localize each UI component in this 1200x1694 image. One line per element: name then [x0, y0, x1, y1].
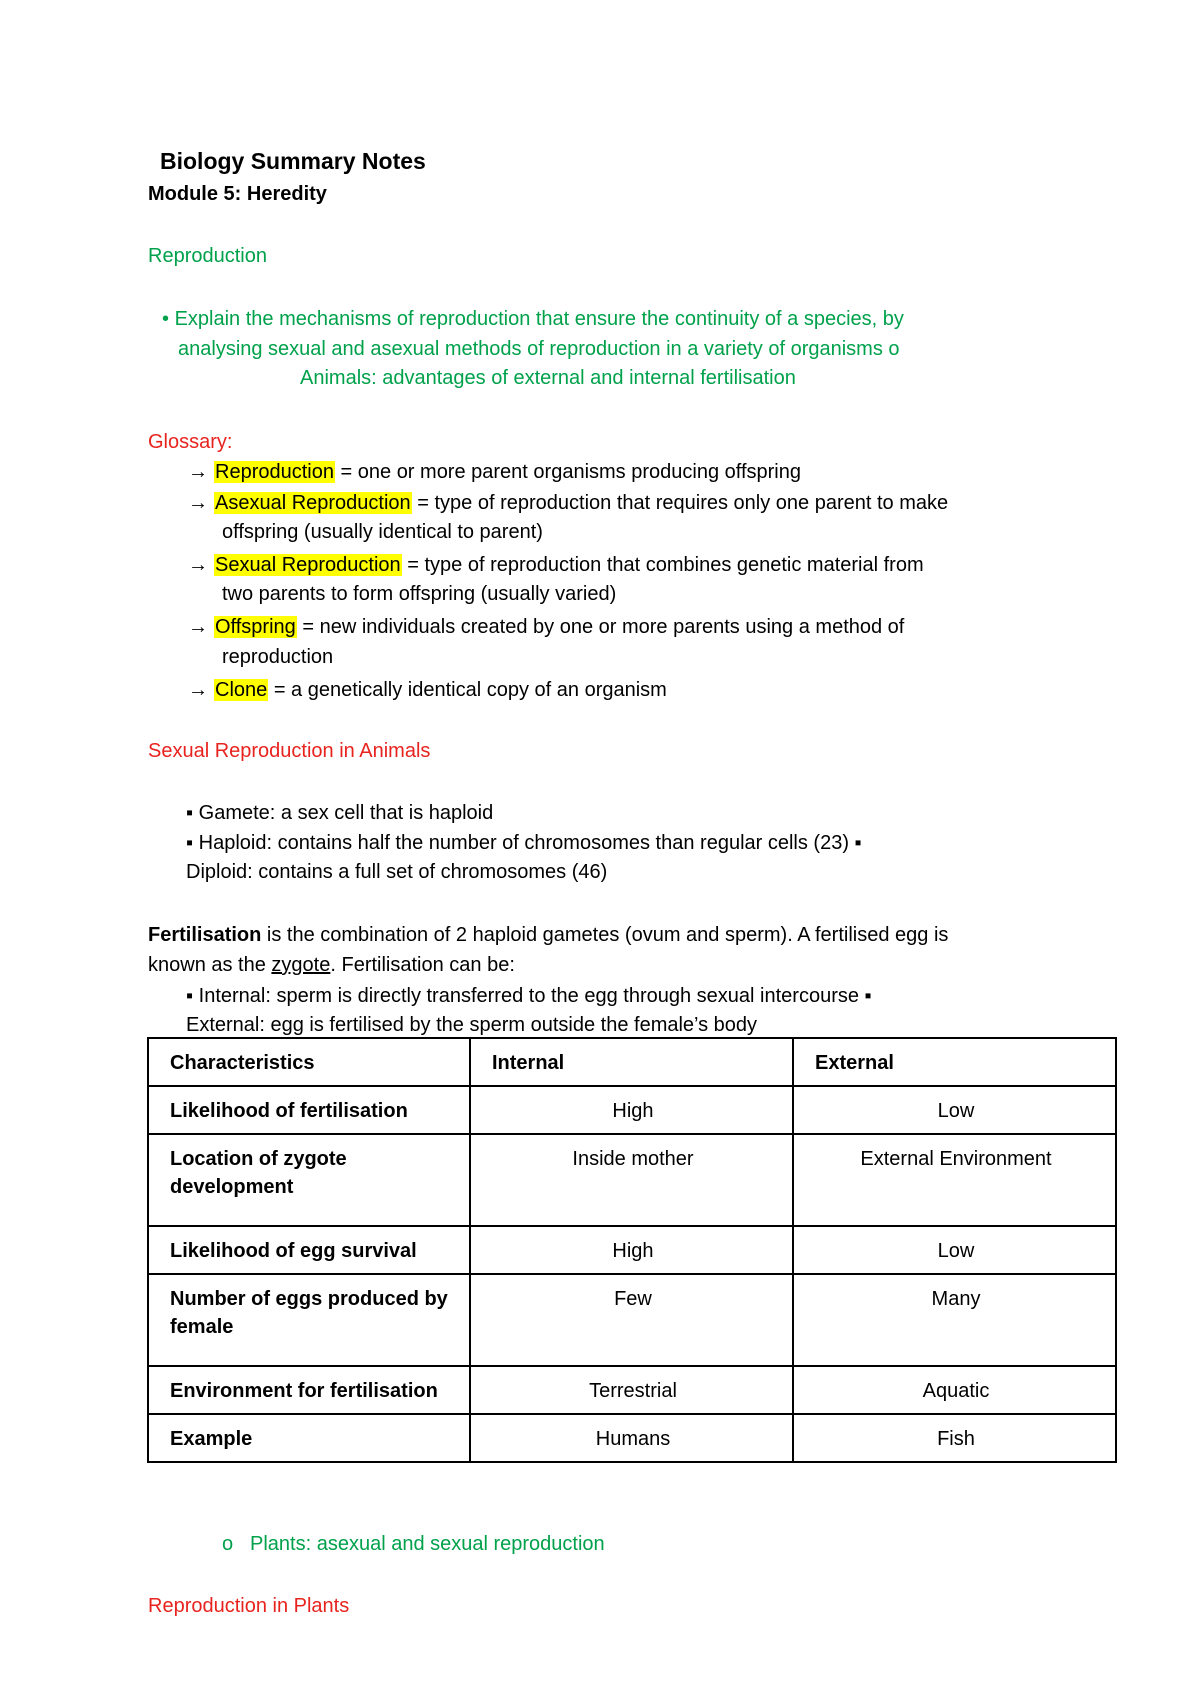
module-heading: Module 5: Heredity — [148, 183, 327, 205]
glossary-definition: = type of reproduction that requires only one parent to make — [411, 492, 949, 514]
table-cell: Aquatic — [793, 1366, 1116, 1414]
table-cell: Environment for fertilisation — [148, 1366, 470, 1414]
glossary-term: Clone — [215, 679, 268, 701]
external-fertilisation-line: External: egg is fertilised by the sperm outside the female’s body — [186, 1014, 758, 1036]
section-heading-sexual-reproduction-animals: Sexual Reproduction in Animals — [148, 740, 431, 762]
document-title: Biology Summary Notes — [160, 148, 426, 174]
table-cell: Likelihood of fertilisation — [148, 1086, 470, 1134]
table-cell: Example — [148, 1414, 470, 1462]
table-row — [148, 1226, 1116, 1274]
glossary-definition: = type of reproduction that combines genetic material from — [401, 554, 924, 576]
diploid-line: Diploid: contains a full set of chromosomes (46) — [186, 861, 608, 883]
table-row — [148, 1274, 1116, 1366]
arrow-right-icon: → — [188, 492, 208, 514]
fertilisation-text: known as the — [148, 954, 272, 976]
outcome-text-1: Explain the mechanisms of reproduction that ensure the continuity of a species, by — [174, 308, 904, 330]
internal-fertilisation-line: ▪ Internal: sperm is directly transferred to the egg through sexual intercourse ▪ — [186, 985, 872, 1007]
fertilisation-text: . Fertilisation can be: — [330, 954, 515, 976]
arrow-right-icon: → — [188, 679, 208, 701]
table-row — [148, 1086, 1116, 1134]
glossary-definition-continued: two parents to form offspring (usually varied) — [222, 583, 617, 605]
glossary-term: Offspring — [215, 616, 296, 638]
table-cell: Location of zygote development — [148, 1134, 470, 1226]
glossary-heading: Glossary: — [148, 431, 233, 453]
table-header-cell: Characteristics — [148, 1038, 470, 1086]
section-heading-reproduction: Reproduction — [148, 245, 267, 267]
fertilisation-line-2 — [148, 951, 515, 979]
glossary-item-reproduction — [188, 458, 801, 486]
glossary-definition: = a genetically identical copy of an organism — [268, 679, 667, 701]
glossary-definition-continued: reproduction — [222, 646, 334, 668]
table-cell: Fish — [793, 1414, 1116, 1462]
glossary-term: Sexual Reproduction — [215, 554, 401, 576]
table-cell: Many — [793, 1274, 1116, 1366]
fertilisation-line-1 — [148, 921, 948, 949]
glossary-item-asexual — [188, 489, 948, 517]
circle-bullet-icon: o — [222, 1533, 234, 1555]
glossary-definition: = new individuals created by one or more parents using a method of — [296, 616, 905, 638]
table-cell: Low — [793, 1086, 1116, 1134]
section-heading-reproduction-plants: Reproduction in Plants — [148, 1595, 350, 1617]
table-header-cell: External — [793, 1038, 1116, 1086]
glossary-term: Asexual Reproduction — [215, 492, 411, 514]
bullet-icon: • — [162, 308, 170, 330]
fertilisation-text: is the combination of 2 haploid gametes (ovum and sperm). A fertilised egg is — [261, 924, 949, 946]
haploid-line: ▪ Haploid: contains half the number of chromosomes than regular cells (23) ▪ — [186, 832, 862, 854]
table-cell: Number of eggs produced by female — [148, 1274, 470, 1366]
fertilisation-term: Fertilisation — [148, 924, 262, 946]
table-cell: Inside mother — [470, 1134, 793, 1226]
table-header-row — [148, 1038, 1116, 1086]
glossary-item-sexual — [188, 551, 924, 579]
table-cell: Few — [470, 1274, 793, 1366]
table-row — [148, 1366, 1116, 1414]
table-row — [148, 1414, 1116, 1462]
outcome-line-2: analysing sexual and asexual methods of reproduction in a variety of organisms o — [178, 338, 900, 360]
arrow-right-icon: → — [188, 554, 208, 576]
gamete-line: ▪ Gamete: a sex cell that is haploid — [186, 802, 494, 824]
table-cell: High — [470, 1086, 793, 1134]
glossary-term: Reproduction — [215, 461, 334, 483]
table-cell: Humans — [470, 1414, 793, 1462]
arrow-right-icon: → — [188, 461, 208, 483]
glossary-definition: = one or more parent organisms producing offspring — [334, 461, 801, 483]
plants-outcome — [222, 1530, 605, 1558]
outcome-line-1 — [162, 305, 904, 333]
arrow-right-icon: → — [188, 616, 208, 638]
table-cell: Likelihood of egg survival — [148, 1226, 470, 1274]
outcome-line-3: Animals: advantages of external and internal fertilisation — [300, 367, 796, 389]
zygote-term: zygote — [271, 954, 331, 976]
plants-outcome-text: Plants: asexual and sexual reproduction — [250, 1533, 605, 1555]
glossary-definition-continued: offspring (usually identical to parent) — [222, 521, 543, 543]
table-cell: External Environment — [793, 1134, 1116, 1226]
glossary-item-clone — [188, 676, 667, 704]
table-cell: Terrestrial — [470, 1366, 793, 1414]
table-header-cell: Internal — [470, 1038, 793, 1086]
table-row — [148, 1134, 1116, 1226]
glossary-item-offspring — [188, 613, 904, 641]
table-cell: Low — [793, 1226, 1116, 1274]
fertilisation-comparison-table — [147, 1037, 1117, 1463]
table-cell: High — [470, 1226, 793, 1274]
